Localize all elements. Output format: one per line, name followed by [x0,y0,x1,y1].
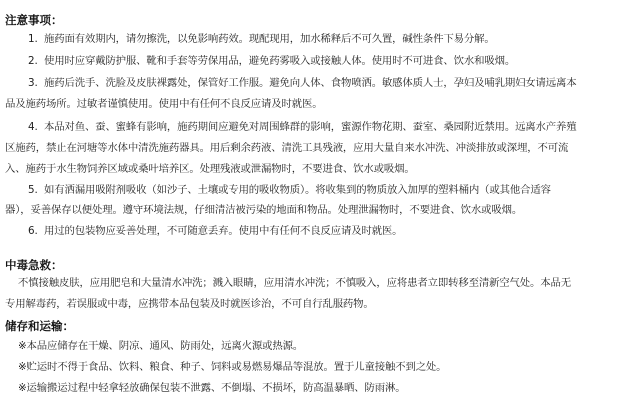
storage-item-2: ※贮运时不得于食品、饮料、粮食、种子、饲料或易燃易爆品等混放。置于儿童接触不到之处。 [18,361,447,373]
storage-heading: 储存和运输： [5,319,74,333]
precaution-text: 施药面有效期内，请勿擦洗，以免影响药效。现配现用，加水稀释后不可久置，碱性条件下易分解。 [44,33,495,45]
precaution-item-4 [28,120,577,134]
precaution-item-3 [28,76,577,90]
precaution-number: 1. [28,33,38,45]
precaution-item-4-continued: 入、施药于水生物饲养区域或桑叶培养区。处理残液或泄漏物时，不要进食、饮水或吸烟。 [5,163,415,175]
precaution-number: 2. [28,55,38,67]
precaution-text: 如有洒漏用吸附剂吸收（如沙子、土壤或专用的吸收物质）。将收集到的物质放入加厚的塑料桶内（或其他合适容 [44,184,551,196]
precaution-number: 4. [28,121,38,133]
precaution-item-4-continued: 区施药，禁止在河塘等水体中清洗施药器具。用后剩余药液、清洗工具残液，应用大量自来水冲洗、冲淡排放或深埋，不可流 [5,142,569,154]
precaution-number: 5. [28,184,38,196]
first-aid-heading: 中毒急救： [5,258,63,272]
precaution-number: 3. [28,77,38,89]
storage-item-3: ※运输搬运过程中轻拿轻放确保包装不泄露、不倒塌、不损坏，防高温暴晒、防雨淋。 [18,382,406,394]
precautions-heading: 注意事项： [5,13,63,27]
precaution-item-2 [28,54,515,68]
precaution-text: 使用时应穿戴防护服、靴和手套等劳保用品，避免药雾吸入或接触人体。使用时不可进食、饮水和吸烟。 [44,55,516,67]
precaution-text: 用过的包装物应妥善处理，不可随意丢弃。使用中有任何不良反应请及时就医。 [44,225,403,237]
precaution-item-5-continued: 器），妥善保存以便处理。遵守环境法规，仔细清洁被污染的地面和物品。处理泄漏物时，不要进食、饮水或吸烟。 [5,204,523,216]
first-aid-text: 不慎接触皮肤，应用肥皂和大量清水冲洗；溅入眼睛，应用清水冲洗；不慎吸入，应将患者立即转移至清新空气处。本品无 [18,277,571,289]
precaution-item-5 [28,183,551,197]
precaution-item-6 [28,224,402,238]
precaution-text: 施药后洗手、洗脸及皮肤裸露处，保管好工作服。避免向人体、食物喷洒。敏感体质人士，孕妇及哺乳期妇女请远离本 [44,77,577,89]
precaution-item-1 [28,32,495,46]
precaution-number: 6. [28,225,38,237]
storage-item-1: ※本品应储存在干燥、阴凉、通风、防雨处，远离火源或热源。 [18,340,304,352]
precaution-text: 本品对鱼、蚕、蜜蜂有影响，施药期间应避免对周围蜂群的影响，蜜源作物花期、蚕室、桑园附近禁用。远离水产养殖 [44,121,577,133]
precaution-item-3-continued: 品及施药场所。过敏者谨慎使用。使用中有任何不良反应请及时就医。 [5,98,323,110]
first-aid-text-continued: 专用解毒药，若误服或中毒，应携带本品包装及时就医诊治，不可自行乱服药物。 [5,298,374,310]
